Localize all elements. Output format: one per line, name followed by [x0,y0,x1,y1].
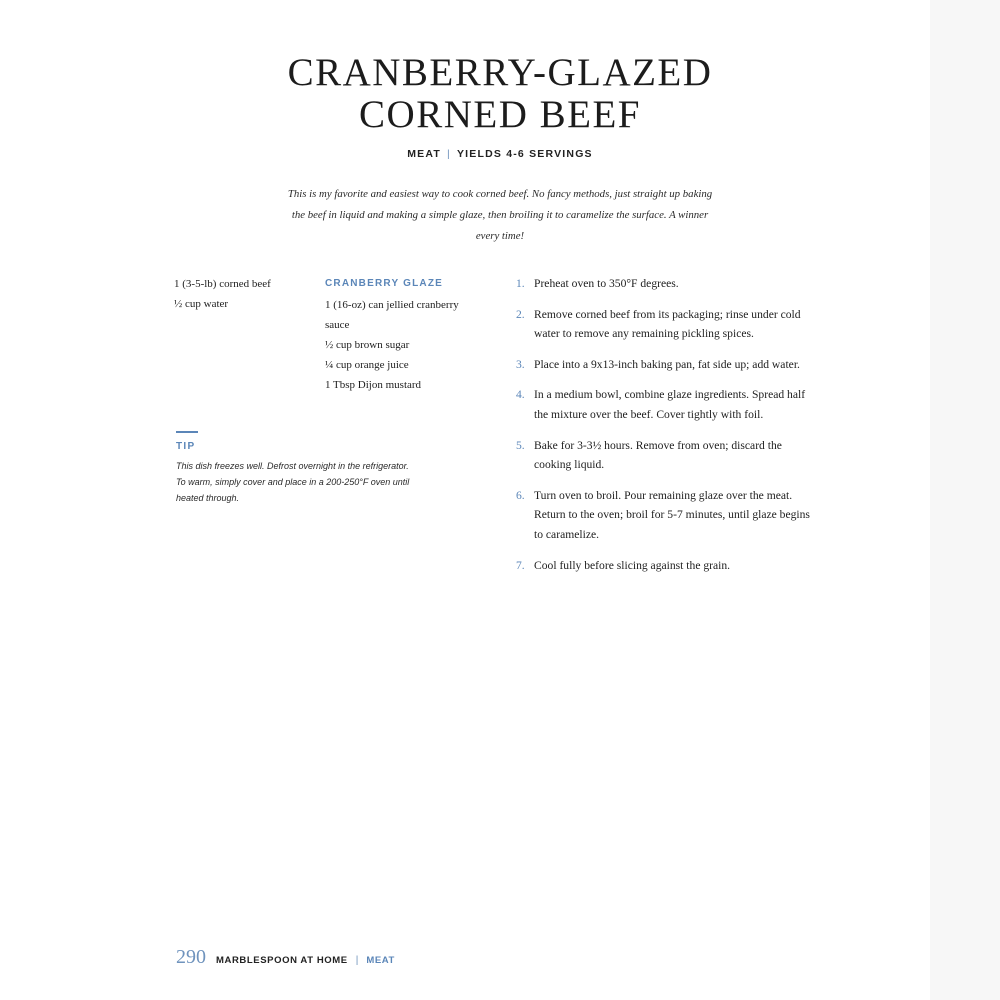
glaze-ingredient-item: ½ cup brown sugar [325,339,410,351]
ingredient-item: 1 (3-5-lb) corned beef [174,278,271,290]
instruction-step [516,486,816,545]
recipe-title-line-1: CRANBERRY-GLAZED [287,51,713,94]
instruction-step [516,305,816,344]
ingredients-glaze [325,274,465,395]
recipe-intro: This is my favorite and easiest way to cook corned beef. No fancy methods, just straight up baking the beef in liquid and making a simple glaze, then broiling it to caramelize the surface. A winner every time! [287,188,713,242]
glaze-heading: CRANBERRY GLAZE [325,278,444,289]
glaze-ingredient-item: 1 (16-oz) can jellied cranberry sauce [325,299,459,331]
recipe-yield: YIELDS 4-6 SERVINGS [456,148,593,160]
ingredient-item: ½ cup water [174,298,229,310]
step-text: Remove corned beef from its packaging; rinse under cold water to remove any remaining pickling spices. [534,307,801,341]
instruction-step [516,274,816,294]
instruction-step [516,385,816,424]
ingredients-main [174,274,314,314]
step-number: 3. [516,357,525,371]
step-text: Bake for 3-3½ hours. Remove from oven; discard the cooking liquid. [534,438,782,472]
step-text: In a medium bowl, combine glaze ingredients. Spread half the mixture over the beef. Cover tightly with foil. [534,388,806,421]
tip-text: This dish freezes well. Defrost overnight in the refrigerator. To warm, simply cover and place in a 200-250°F oven until heated through. [176,460,410,503]
step-number: 6. [516,488,525,502]
footer-section: MEAT [366,955,395,966]
step-number: 5. [516,438,525,452]
step-number: 4. [516,388,525,402]
step-text: Place into a 9x13-inch baking pan, fat side up; add water. [534,357,800,371]
step-text: Cool fully before slicing against the grain. [534,558,731,572]
recipe-title [150,52,850,136]
step-number: 2. [516,307,525,321]
step-text: Turn oven to broil. Pour remaining glaze over the meat. Return to the oven; broil for 5-7 minutes, until glaze begins to caramelize. [534,488,810,541]
footer-separator: | [355,955,359,966]
tip-box [176,431,416,506]
step-text: Preheat oven to 350°F degrees. [534,277,679,290]
tip-heading: TIP [176,440,196,452]
instruction-step [516,355,816,375]
instruction-step [516,436,816,475]
recipe-meta [200,148,800,160]
recipe-title-line-2: CORNED BEEF [359,93,641,136]
page-number: 290 [176,946,206,968]
glaze-ingredient-item: 1 Tbsp Dijon mustard [325,379,422,391]
step-number: 1. [516,277,525,290]
page-footer [176,946,395,976]
tip-rule [176,431,198,433]
instructions-list [516,274,816,586]
meta-separator: | [447,148,451,160]
recipe-category: MEAT [407,148,442,160]
instruction-step [516,556,816,576]
step-number: 7. [516,558,525,572]
footer-book-title: MARBLESPOON AT HOME [216,955,348,966]
glaze-ingredient-item: ¼ cup orange juice [325,359,409,371]
page-edge-shadow [930,0,1000,1000]
